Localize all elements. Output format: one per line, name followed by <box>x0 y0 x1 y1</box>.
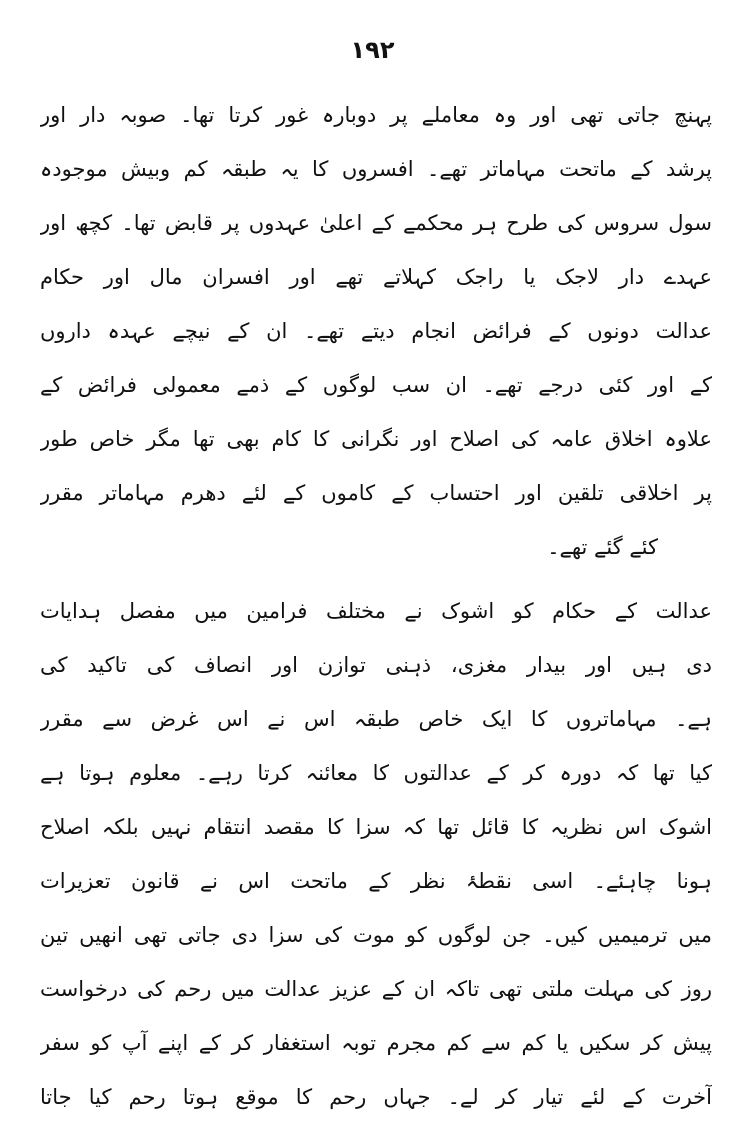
text-line: علاوہ اخلاق عامہ کی اصلاح اور نگرانی کا کام بھی تھا مگر خاص طور <box>40 427 712 451</box>
paragraph <box>40 88 712 574</box>
text-line: عدالت کے حکام کو اشوک نے مختلف فرامین میں مفصل ہدایات <box>40 599 712 623</box>
text-line: پیش کر سکیں یا کم سے کم مجرم توبہ استغفار کر کے اپنے آپ کو سفر <box>40 1031 712 1055</box>
text-line: روز کی مہلت ملتی تھی تاکہ ان کے عزیز عدالت میں رحم کی درخواست <box>40 977 712 1001</box>
text-line: سول سروس کی طرح ہر محکمے کے اعلیٰ عہدوں پر قابض تھا۔ کچھ اور <box>40 211 712 235</box>
text-line: ہے۔ مہاماتروں کا ایک خاص طبقہ اس نے اس غرض سے مقرر <box>40 707 712 731</box>
text-line: آخرت کے لئے تیار کر لے۔ جہاں رحم کا موقع ہوتا رحم کیا جاتا <box>40 1085 712 1109</box>
page-body <box>40 88 712 1124</box>
text-line: عدالت دونوں کے فرائض انجام دیتے تھے۔ ان کے نیچے عہدہ داروں <box>40 319 712 343</box>
text-line: دی ہیں اور بیدار مغزی، ذہنی توازن اور انصاف کی تاکید کی <box>40 653 712 677</box>
text-line: میں ترمیمیں کیں۔ جن لوگوں کو موت کی سزا دی جاتی تھی انھیں تین <box>40 923 712 947</box>
text-line: کے اور کئی درجے تھے۔ ان سب لوگوں کے ذمے معمولی فرائض کے <box>40 373 712 397</box>
text-line: عہدے دار لاجک یا راجک کہلاتے تھے اور افسران مال اور حکام <box>40 265 712 289</box>
page-number: ۱۹۲ <box>350 36 395 64</box>
paragraph-gap <box>40 574 712 584</box>
text-line: ہونا چاہئے۔ اسی نقطۂ نظر کے ماتحت اس نے قانون تعزیرات <box>40 869 712 893</box>
text-line: کئے گئے تھے۔ <box>547 535 658 559</box>
text-line: پر اخلاقی تلقین اور احتساب کے کاموں کے لئے دھرم مہاماتر مقرر <box>40 481 712 505</box>
text-line: اشوک اس نظریہ کا قائل تھا کہ سزا کا مقصد انتقام نہیں بلکہ اصلاح <box>40 815 712 839</box>
text-line: پرشد کے ماتحت مہاماتر تھے۔ افسروں کا یہ طبقہ کم وبیش موجودہ <box>40 157 712 181</box>
text-line: پہنچ جاتی تھی اور وہ معاملے پر دوبارہ غور کرتا تھا۔ صوبہ دار اور <box>40 103 712 127</box>
text-line: کیا تھا کہ دورہ کر کے عدالتوں کا معائنہ کرتا رہے۔ معلوم ہوتا ہے <box>40 761 712 785</box>
paragraph <box>40 584 712 1124</box>
